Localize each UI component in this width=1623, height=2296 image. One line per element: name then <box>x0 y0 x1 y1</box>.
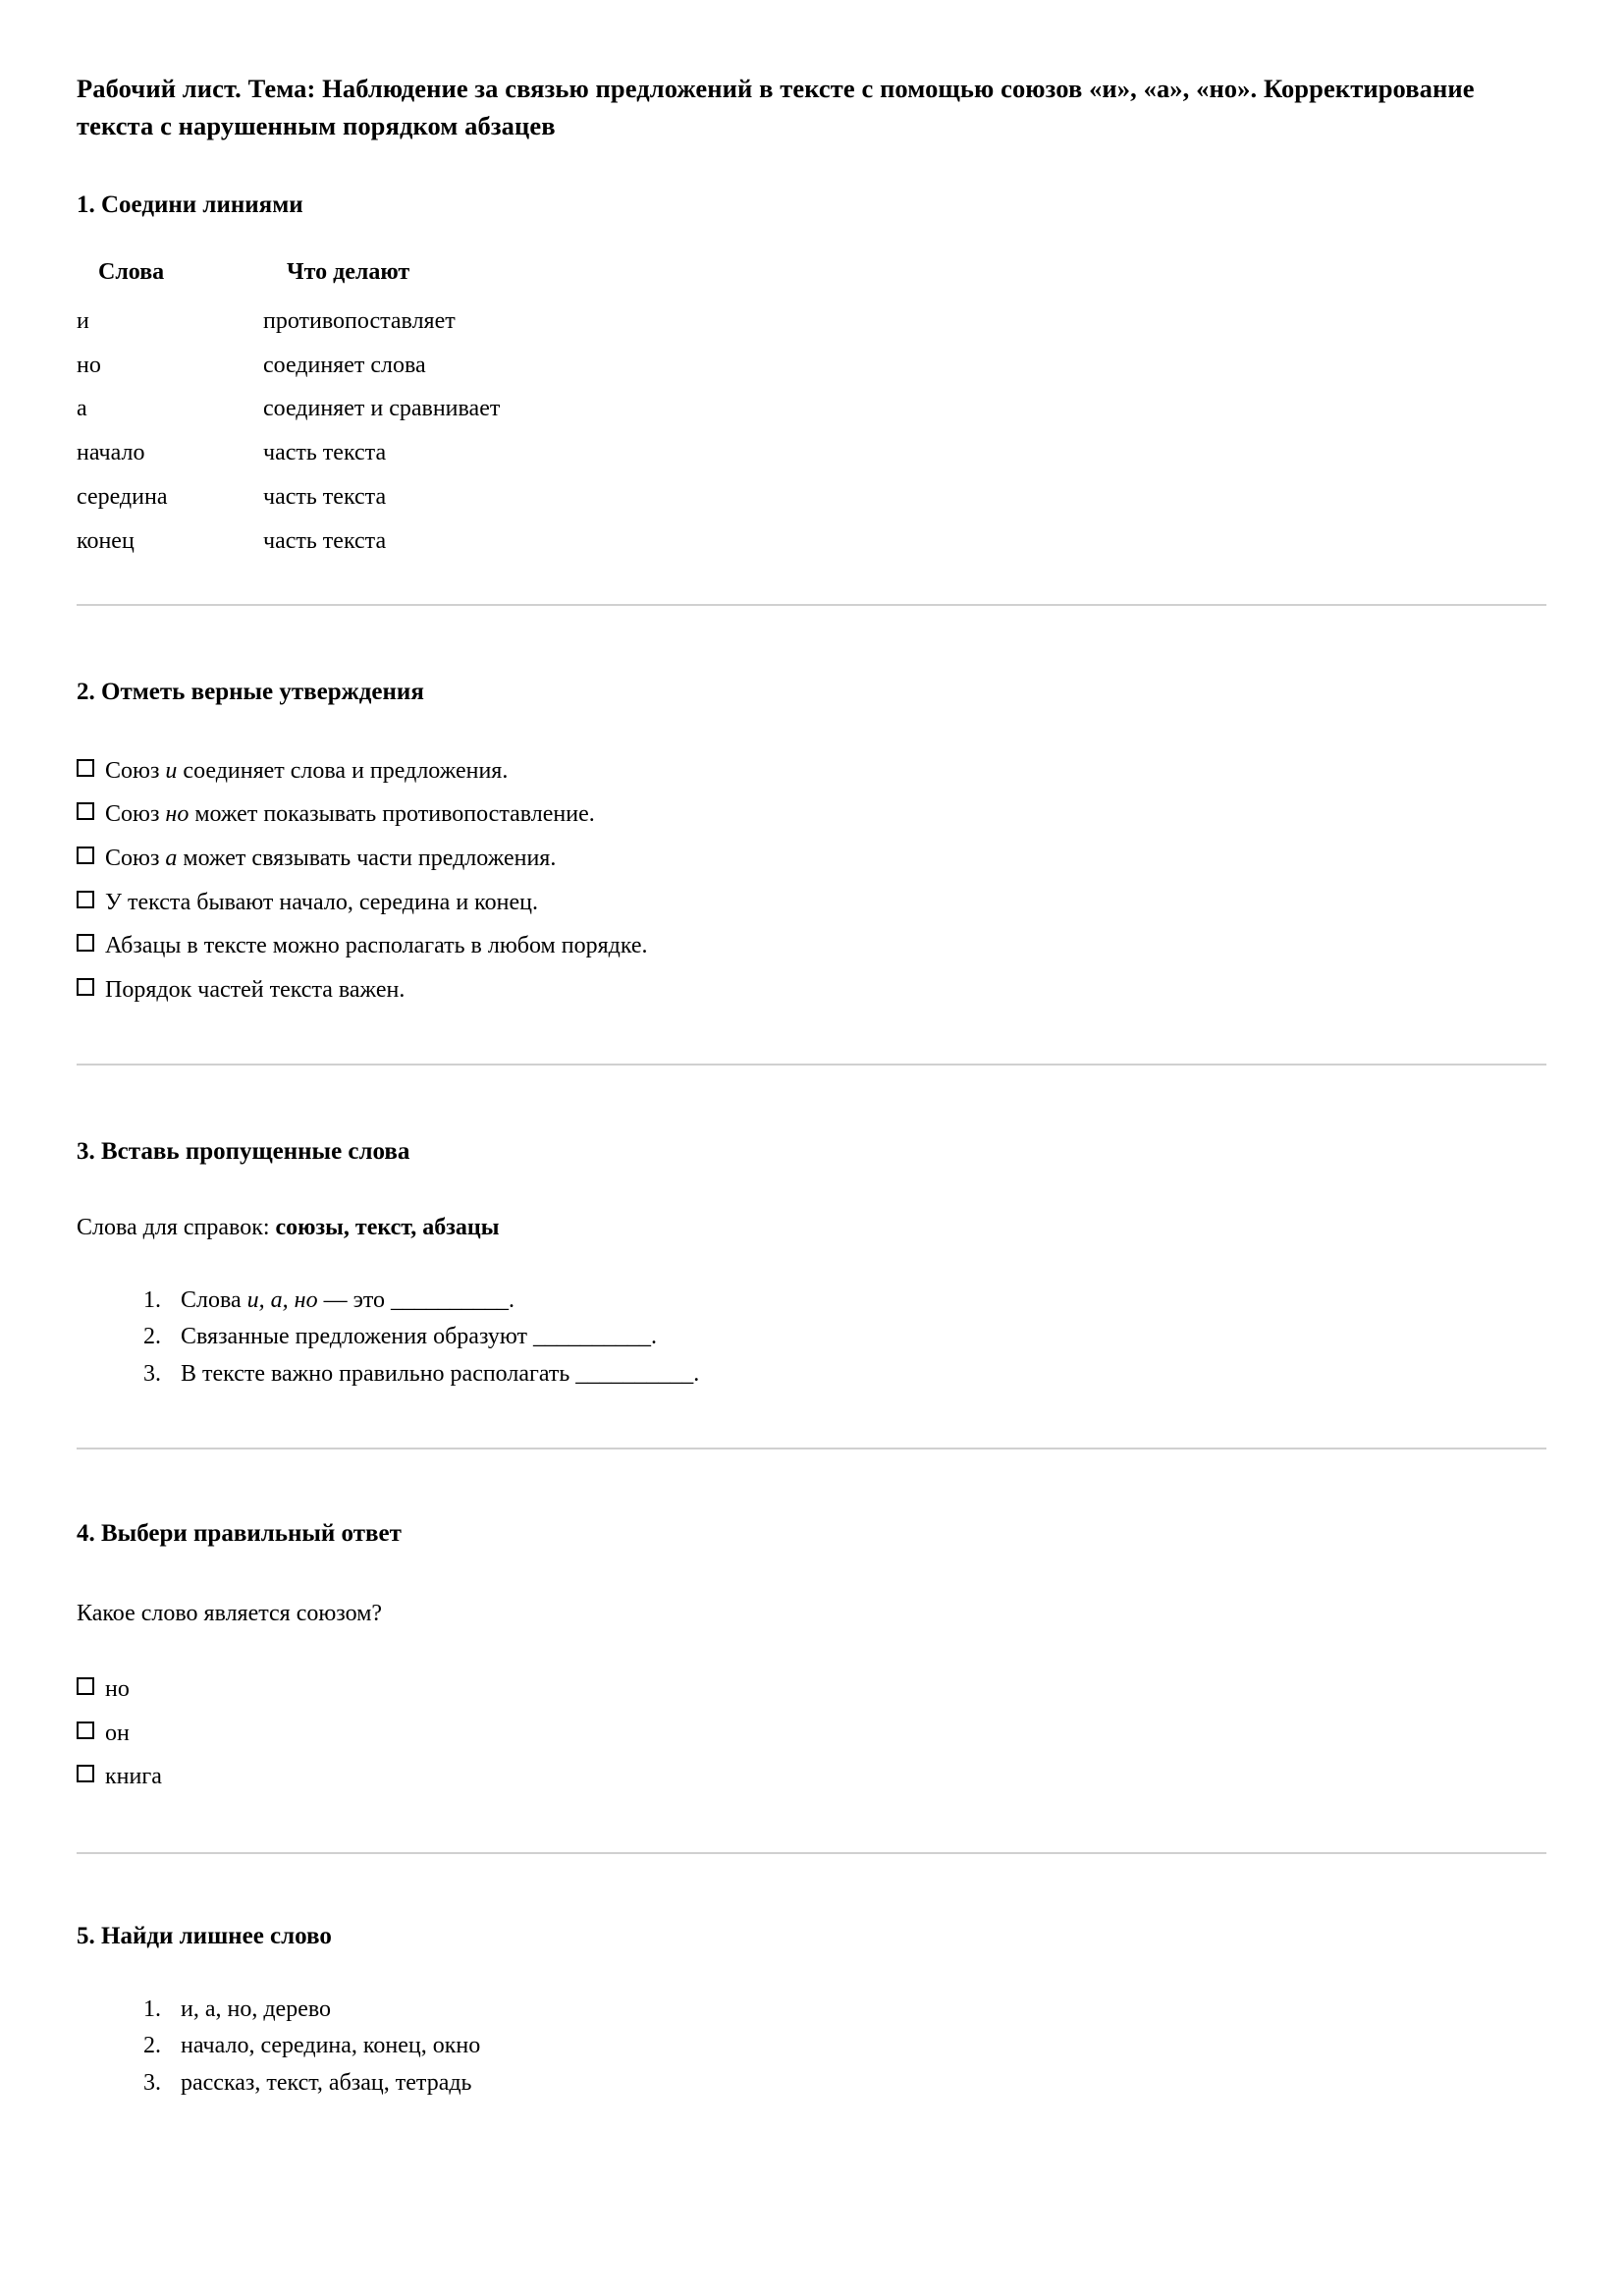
match-action[interactable]: соединяет слова <box>263 352 426 378</box>
statement-label: У текста бывают начало, середина и конец. <box>105 889 538 915</box>
section-divider-2 <box>77 1064 1546 1066</box>
match-word[interactable]: и <box>77 307 89 334</box>
checkbox-icon[interactable] <box>77 1765 94 1782</box>
question-text: Какое слово является союзом? <box>77 1600 383 1626</box>
match-table-header-row <box>77 257 500 306</box>
statement-label: Союз и соединяет слова и предложения. <box>105 757 509 784</box>
section-1-heading: 1. Соедини линиями <box>77 191 303 219</box>
checkbox-icon[interactable] <box>77 978 94 996</box>
checkbox-icon[interactable] <box>77 934 94 952</box>
list-item[interactable] <box>77 888 1546 919</box>
table-row[interactable] <box>77 306 500 351</box>
match-word[interactable]: а <box>77 396 87 422</box>
table-row[interactable] <box>77 438 500 482</box>
statement-label: Союз но может показывать противопоставление. <box>105 801 595 828</box>
match-action[interactable]: соединяет и сравнивает <box>263 396 501 422</box>
list-item[interactable]: 3. В тексте важно правильно располагать __________. <box>167 1357 1546 1392</box>
table-row[interactable] <box>77 482 500 526</box>
section-5-heading: 5. Найди лишнее слово <box>77 1923 332 1950</box>
fill-blank-list <box>77 1284 1546 1392</box>
list-item[interactable] <box>77 1762 1546 1793</box>
statement-checkbox-list <box>77 756 1546 1007</box>
section-2-statements <box>77 677 1546 1007</box>
checkbox-icon[interactable] <box>77 1722 94 1739</box>
option-label: книга <box>105 1764 162 1790</box>
checkbox-icon[interactable] <box>77 1677 94 1695</box>
list-item[interactable] <box>77 1719 1546 1750</box>
section-divider-3 <box>77 1448 1546 1449</box>
checkbox-icon[interactable] <box>77 891 94 908</box>
match-table-col-words: Слова <box>98 258 165 285</box>
match-table-body <box>77 306 500 571</box>
match-action[interactable]: противопоставляет <box>263 307 456 334</box>
answer-options-list <box>77 1674 1546 1793</box>
reference-words-line <box>77 1212 1546 1243</box>
section-3-fill-blanks <box>77 1136 1546 1392</box>
list-item[interactable]: 3. рассказ, текст, абзац, тетрадь <box>167 2066 1546 2101</box>
section-5-odd-one-out <box>77 1921 1546 2100</box>
section-2-heading: 2. Отметь верные утверждения <box>77 679 424 706</box>
table-row[interactable] <box>77 526 500 571</box>
match-action[interactable]: часть текста <box>263 528 387 555</box>
page-title: Рабочий лист. Тема: Наблюдение за связью предложений в тексте с помощью союзов «и», «а», «но». Корректирование текста с нарушенным порядком абзацев <box>77 74 1475 140</box>
checkbox-icon[interactable] <box>77 847 94 864</box>
table-row[interactable] <box>77 394 500 438</box>
list-item[interactable] <box>77 975 1546 1007</box>
list-item[interactable] <box>77 931 1546 962</box>
list-item[interactable] <box>77 1674 1546 1706</box>
statement-label: Союз а может связывать части предложения. <box>105 845 557 871</box>
section-3-heading: 3. Вставь пропущенные слова <box>77 1137 410 1165</box>
list-item[interactable] <box>77 799 1546 831</box>
checkbox-icon[interactable] <box>77 759 94 777</box>
match-table <box>77 257 500 571</box>
list-item[interactable] <box>77 844 1546 875</box>
reference-words-label: Слова для справок: <box>77 1215 276 1241</box>
statement-label: Порядок частей текста важен. <box>105 976 406 1003</box>
list-item[interactable]: 2. Связанные предложения образуют __________. <box>167 1320 1546 1354</box>
odd-word-list <box>77 1993 1546 2101</box>
match-table-head <box>77 257 500 306</box>
match-action[interactable]: часть текста <box>263 484 387 511</box>
list-item[interactable]: 1. и, а, но, дерево <box>167 1993 1546 2027</box>
section-4-multiple-choice <box>77 1518 1546 1793</box>
option-label: но <box>105 1676 130 1703</box>
match-action[interactable]: часть текста <box>263 440 387 466</box>
match-table-col-actions: Что делают <box>287 258 410 285</box>
match-word[interactable]: конец <box>77 528 135 555</box>
checkbox-icon[interactable] <box>77 802 94 820</box>
list-item[interactable]: 2. начало, середина, конец, окно <box>167 2029 1546 2063</box>
match-word[interactable]: середина <box>77 484 168 511</box>
table-row[interactable] <box>77 351 500 395</box>
match-word[interactable]: начало <box>77 440 145 466</box>
section-4-heading: 4. Выбери правильный ответ <box>77 1520 402 1548</box>
match-word[interactable]: но <box>77 352 101 378</box>
statement-label: Абзацы в тексте можно располагать в любом порядке. <box>105 933 648 959</box>
section-divider-1 <box>77 604 1546 606</box>
option-label: он <box>105 1720 130 1746</box>
section-divider-4 <box>77 1852 1546 1854</box>
list-item[interactable]: 1. Слова и, а, но — это __________. <box>167 1284 1546 1318</box>
section-1-match <box>77 190 1546 571</box>
list-item[interactable] <box>77 756 1546 788</box>
reference-words-value: союзы, текст, абзацы <box>275 1215 500 1241</box>
